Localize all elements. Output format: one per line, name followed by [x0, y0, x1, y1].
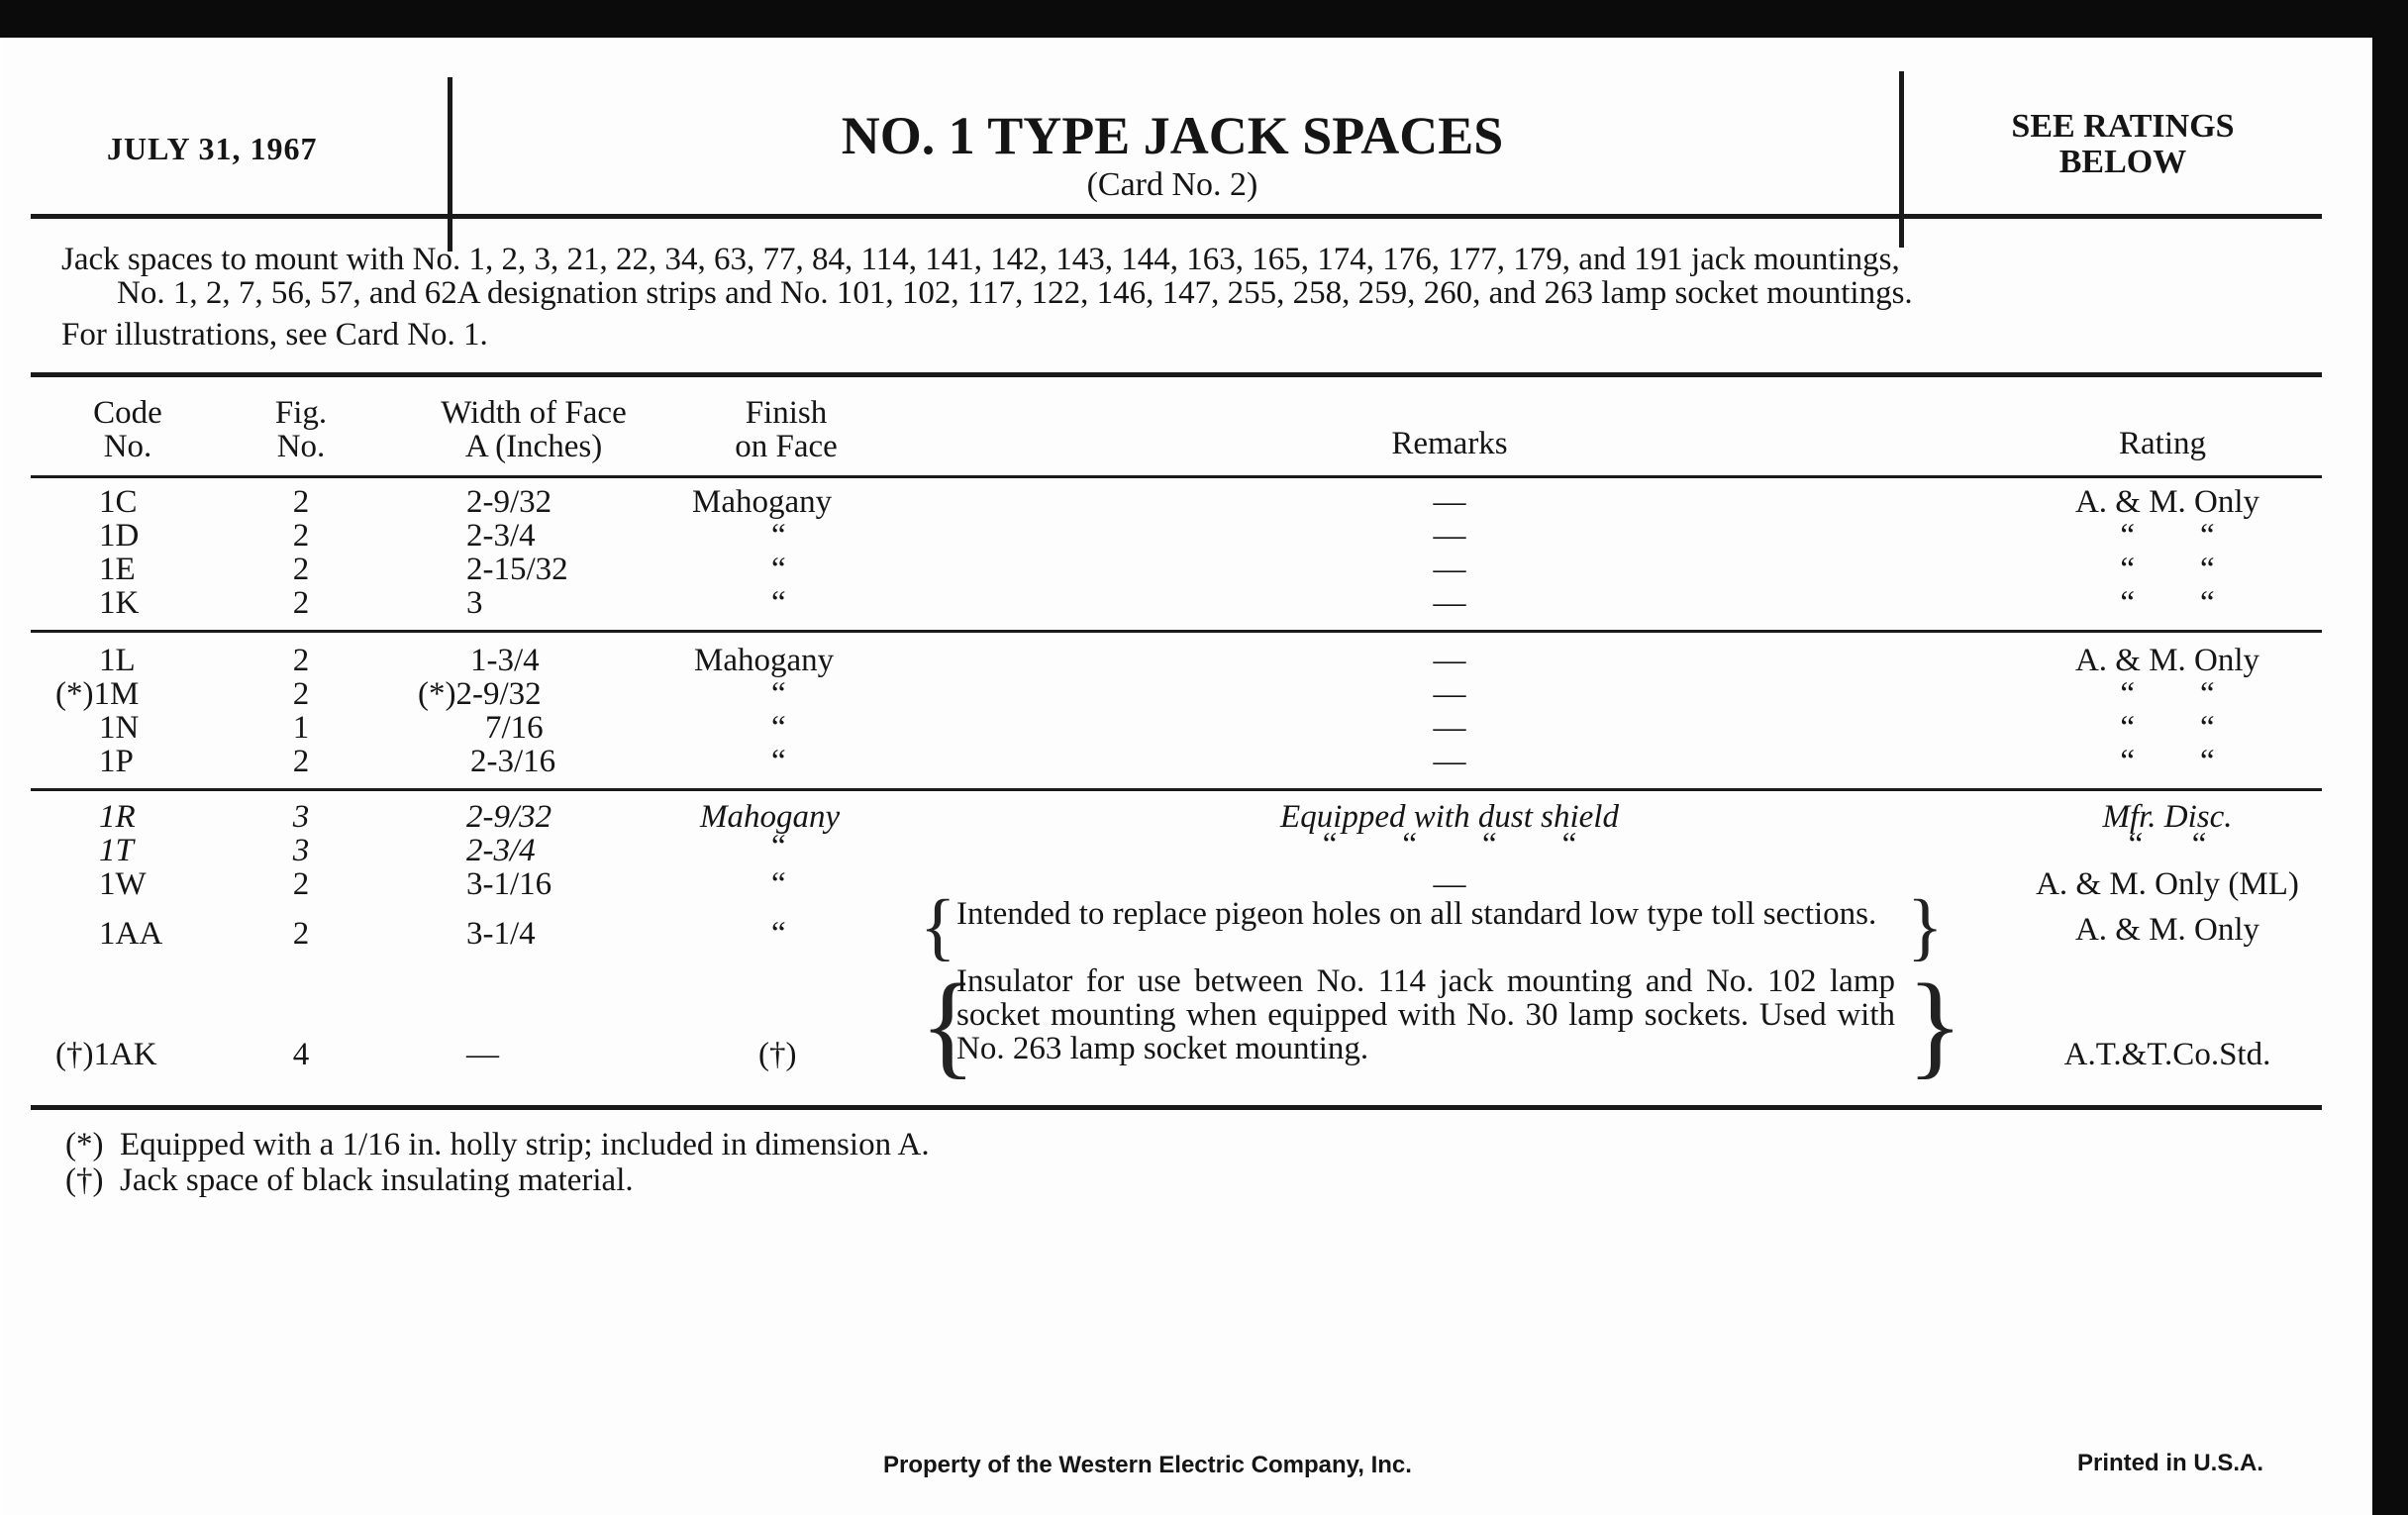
cell-remarks: —	[1433, 710, 1466, 746]
col-header-width-1: Width of Face	[441, 395, 627, 431]
cell-fig: 2	[292, 585, 310, 621]
col-header-code-2: No.	[103, 429, 152, 464]
col-header-fig	[227, 396, 375, 463]
col-header-rating: Rating	[2119, 426, 2206, 461]
reference-card	[4, 38, 2372, 1515]
header-rule	[31, 214, 2322, 219]
cell-code: 1W	[99, 866, 147, 902]
cell-fig: 2	[292, 643, 310, 678]
cell-fig: 4	[292, 1037, 310, 1072]
cell-fig: 2	[292, 518, 310, 554]
cell-width: 2-15/32	[466, 552, 568, 587]
col-header-finish-2: on Face	[735, 429, 838, 464]
cell-fig: 2	[292, 866, 310, 902]
cell-remarks: —	[1433, 744, 1466, 779]
cell-finish: Mahogany	[692, 484, 833, 520]
cell-rating: A.T.&T.Co.Std.	[2063, 1037, 2271, 1072]
col-header-remarks: Remarks	[1391, 426, 1508, 461]
cell-remarks: Intended to replace pigeon holes on all standard low type toll sections.	[956, 896, 1877, 932]
cell-width: —	[466, 1037, 499, 1072]
cell-fig: 2	[292, 484, 310, 520]
cell-code: 1L	[99, 643, 136, 678]
cell-rating: “ “	[2120, 585, 2215, 621]
scan-border-top	[0, 0, 2408, 38]
cell-rating: “ “	[2120, 744, 2215, 779]
page-title: NO. 1 TYPE JACK SPACES	[841, 106, 1504, 165]
cell-code: 1P	[99, 744, 134, 779]
cell-width: 1-3/4	[470, 643, 540, 678]
cell-width: 2-3/16	[470, 744, 556, 779]
cell-rating: “ “	[2120, 710, 2215, 746]
cell-remarks: —	[1433, 676, 1466, 712]
intro-line-3: For illustrations, see Card No. 1.	[61, 317, 488, 353]
cell-code: 1D	[99, 518, 140, 554]
remarks-brace-right: }	[1907, 885, 1944, 968]
col-header-finish-1: Finish	[745, 395, 828, 431]
remarks-brace-right: }	[1907, 960, 1963, 1089]
cell-code: 1N	[99, 710, 140, 746]
footnote-star: (*) Equipped with a 1/16 in. holly strip; included in dimension A.	[65, 1127, 930, 1162]
card-date: JULY 31, 1967	[107, 131, 318, 166]
footer-property: Property of the Western Electric Company, Inc.	[883, 1452, 1412, 1478]
cell-rating: Mfr. Disc.	[2102, 799, 2233, 835]
footer-printed: Printed in U.S.A.	[2077, 1450, 2264, 1476]
group-divider-1	[31, 630, 2322, 633]
col-header-width	[390, 396, 677, 463]
cell-rating: “ “	[2120, 676, 2215, 712]
col-header-code	[44, 396, 212, 463]
cell-rating: A. & M. Only	[2074, 484, 2260, 520]
intro-line-2: No. 1, 2, 7, 56, 57, and 62A designation strips and No. 101, 102, 117, 122, 146, 147, 255, 258, 259, 260, and 263 lamp socket mountings.	[117, 275, 1913, 311]
cell-code: 1T	[99, 833, 134, 868]
remarks-brace-left: {	[920, 885, 956, 968]
cell-code: 1AA	[99, 916, 163, 952]
footnote-dagger: (†) Jack space of black insulating material.	[65, 1162, 634, 1198]
cell-finish: “	[771, 552, 786, 587]
cell-finish: (†)	[758, 1037, 797, 1072]
cell-fig: 2	[292, 744, 310, 779]
header-divider-left	[448, 77, 452, 252]
cell-rating: A. & M. Only (ML)	[2036, 866, 2299, 902]
cell-finish: “	[771, 710, 786, 746]
col-header-width-2: A (Inches)	[464, 429, 603, 464]
col-header-code-1: Code	[93, 395, 162, 431]
cell-finish: “	[771, 744, 786, 779]
cell-code: 1C	[99, 484, 138, 520]
cell-width: 3-1/4	[466, 916, 536, 952]
cell-remarks: —	[1433, 484, 1466, 520]
col-header-fig-1: Fig.	[274, 395, 328, 431]
cell-rating: “ “	[2120, 518, 2215, 554]
cell-finish: Mahogany	[700, 799, 841, 835]
cell-remarks: —	[1433, 552, 1466, 587]
see-ratings-note	[1905, 109, 2341, 180]
cell-width: 2-9/32	[466, 484, 552, 520]
cell-code: 1K	[99, 585, 140, 621]
cell-width: 3-1/16	[466, 866, 552, 902]
col-header-fig-2: No.	[276, 429, 326, 464]
cell-remarks: —	[1433, 518, 1466, 554]
remarks-brace-left: {	[920, 960, 976, 1089]
cell-width: (*)2-9/32	[418, 676, 542, 712]
cell-rating: A. & M. Only	[2074, 643, 2260, 678]
cell-width: 2-9/32	[466, 799, 552, 835]
header-divider-right	[1899, 71, 1904, 248]
scan-border-right	[2372, 0, 2408, 1515]
cell-finish: “	[771, 829, 786, 864]
cell-code: 1R	[99, 799, 136, 835]
col-header-finish	[677, 396, 895, 463]
page-subtitle: (Card No. 2)	[1086, 166, 1258, 203]
table-bottom-rule	[31, 1105, 2322, 1110]
cell-rating: “ “	[2120, 552, 2215, 587]
cell-remarks: Insulator for use between No. 114 jack mounting and No. 102 lamp socket mounting when equipped with No. 30 lamp sockets. Used with No. 263 lamp socket mounting.	[956, 963, 1895, 1066]
cell-finish: “	[771, 518, 786, 554]
intro-line-1: Jack spaces to mount with No. 1, 2, 3, 21, 22, 34, 63, 77, 84, 114, 141, 142, 143, 144, 163, 165, 174, 176, 177, 179, and 191 jack mountings,	[61, 242, 1900, 277]
cell-rating: A. & M. Only	[2074, 912, 2260, 948]
cell-remarks: —	[1433, 866, 1466, 902]
cell-remarks: “ “ “ “	[1322, 827, 1577, 862]
cell-fig: 3	[292, 833, 310, 868]
cell-width: 3	[466, 585, 483, 621]
cell-finish: Mahogany	[694, 643, 835, 678]
cell-finish: “	[771, 866, 786, 902]
cell-width: 2-3/4	[466, 518, 536, 554]
cell-finish: “	[771, 585, 786, 621]
cell-fig: 2	[292, 676, 310, 712]
cell-finish: “	[771, 916, 786, 952]
see-ratings-line1: SEE RATINGS	[2011, 108, 2235, 145]
header-bottom-rule	[31, 475, 2322, 478]
table-top-rule	[31, 372, 2322, 377]
cell-finish: “	[771, 676, 786, 712]
cell-fig: 2	[292, 552, 310, 587]
group-divider-2	[31, 788, 2322, 791]
cell-fig: 3	[292, 799, 310, 835]
cell-remarks: Equipped with dust shield	[1280, 799, 1619, 835]
cell-width: 2-3/4	[466, 833, 536, 868]
cell-width: 7/16	[485, 710, 544, 746]
cell-fig: 2	[292, 916, 310, 952]
cell-remarks: —	[1433, 585, 1466, 621]
cell-rating: “ “	[2128, 827, 2207, 862]
cell-code: (†)1AK	[55, 1037, 157, 1072]
cell-fig: 1	[292, 710, 310, 746]
see-ratings-line2: BELOW	[2058, 144, 2187, 180]
cell-code: (*)1M	[55, 676, 140, 712]
cell-code: 1E	[99, 552, 136, 587]
cell-remarks: —	[1433, 643, 1466, 678]
